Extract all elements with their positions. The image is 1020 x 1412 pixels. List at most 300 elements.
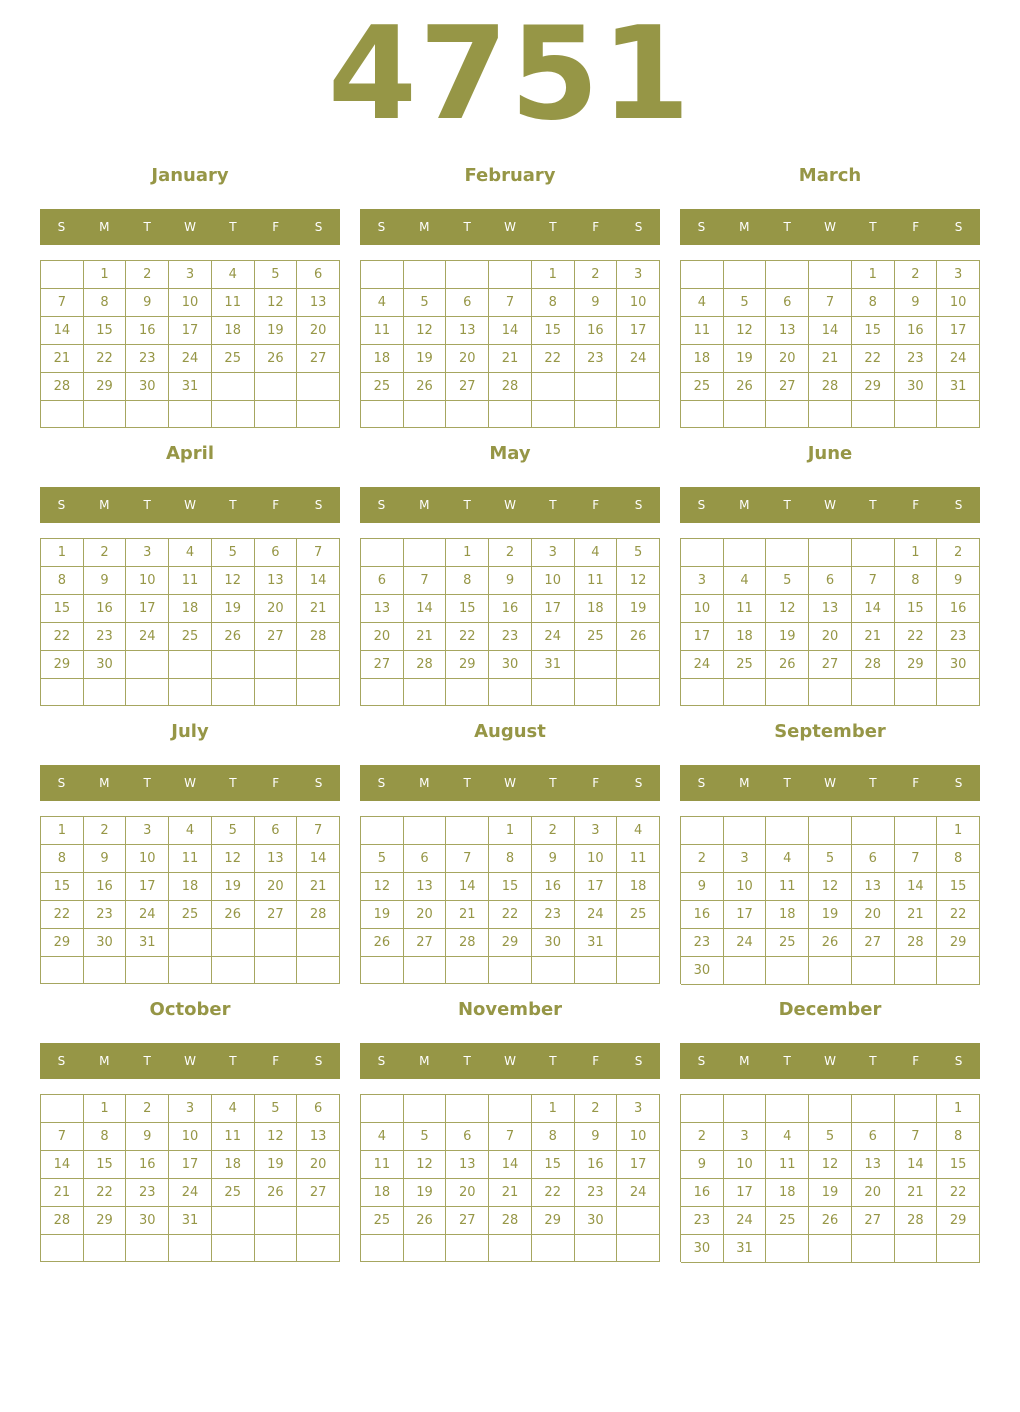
day-cell[interactable]: 10 [575, 845, 618, 873]
day-cell[interactable]: 14 [297, 567, 340, 595]
day-cell[interactable]: 25 [681, 373, 724, 401]
day-cell[interactable]: 2 [84, 817, 127, 845]
day-cell[interactable]: 13 [446, 317, 489, 345]
day-cell[interactable]: 22 [895, 623, 938, 651]
day-cell[interactable]: 2 [895, 261, 938, 289]
day-cell[interactable]: 18 [681, 345, 724, 373]
day-cell[interactable]: 20 [297, 1151, 340, 1179]
day-cell[interactable]: 30 [681, 1235, 724, 1263]
day-cell[interactable]: 2 [126, 261, 169, 289]
day-cell[interactable]: 5 [255, 1095, 298, 1123]
day-cell[interactable]: 5 [212, 817, 255, 845]
day-cell[interactable]: 19 [724, 345, 767, 373]
day-cell[interactable]: 9 [895, 289, 938, 317]
day-cell[interactable]: 7 [489, 1123, 532, 1151]
day-cell[interactable]: 3 [169, 1095, 212, 1123]
day-cell[interactable]: 11 [169, 845, 212, 873]
day-cell[interactable]: 6 [297, 1095, 340, 1123]
day-cell[interactable]: 28 [489, 1207, 532, 1235]
day-cell[interactable]: 27 [446, 1207, 489, 1235]
day-cell[interactable]: 5 [361, 845, 404, 873]
day-cell[interactable]: 19 [255, 1151, 298, 1179]
day-cell[interactable]: 30 [126, 1207, 169, 1235]
day-cell[interactable]: 17 [937, 317, 980, 345]
day-cell[interactable]: 20 [446, 1179, 489, 1207]
day-cell[interactable]: 10 [681, 595, 724, 623]
day-cell[interactable]: 7 [41, 289, 84, 317]
day-cell[interactable]: 21 [489, 1179, 532, 1207]
day-cell[interactable]: 15 [446, 595, 489, 623]
day-cell[interactable]: 19 [212, 595, 255, 623]
day-cell[interactable]: 27 [852, 929, 895, 957]
day-cell[interactable]: 18 [766, 901, 809, 929]
day-cell[interactable]: 2 [84, 539, 127, 567]
day-cell[interactable]: 15 [41, 595, 84, 623]
day-cell[interactable]: 27 [255, 901, 298, 929]
day-cell[interactable]: 12 [809, 873, 852, 901]
day-cell[interactable]: 14 [404, 595, 447, 623]
day-cell[interactable]: 23 [895, 345, 938, 373]
day-cell[interactable]: 13 [361, 595, 404, 623]
day-cell[interactable]: 25 [617, 901, 660, 929]
day-cell[interactable]: 14 [809, 317, 852, 345]
day-cell[interactable]: 24 [532, 623, 575, 651]
day-cell[interactable]: 4 [361, 289, 404, 317]
day-cell[interactable]: 12 [212, 567, 255, 595]
day-cell[interactable]: 3 [617, 261, 660, 289]
day-cell[interactable]: 7 [895, 1123, 938, 1151]
day-cell[interactable]: 2 [681, 1123, 724, 1151]
day-cell[interactable]: 15 [84, 317, 127, 345]
day-cell[interactable]: 10 [532, 567, 575, 595]
day-cell[interactable]: 24 [724, 1207, 767, 1235]
day-cell[interactable]: 17 [126, 595, 169, 623]
day-cell[interactable]: 28 [809, 373, 852, 401]
day-cell[interactable]: 12 [255, 1123, 298, 1151]
day-cell[interactable]: 21 [809, 345, 852, 373]
day-cell[interactable]: 9 [126, 1123, 169, 1151]
day-cell[interactable]: 13 [446, 1151, 489, 1179]
day-cell[interactable]: 24 [169, 1179, 212, 1207]
day-cell[interactable]: 31 [126, 929, 169, 957]
day-cell[interactable]: 25 [361, 1207, 404, 1235]
day-cell[interactable]: 23 [126, 1179, 169, 1207]
day-cell[interactable]: 3 [169, 261, 212, 289]
day-cell[interactable]: 13 [297, 1123, 340, 1151]
day-cell[interactable]: 24 [617, 345, 660, 373]
day-cell[interactable]: 16 [937, 595, 980, 623]
day-cell[interactable]: 25 [169, 901, 212, 929]
day-cell[interactable]: 30 [575, 1207, 618, 1235]
day-cell[interactable]: 15 [489, 873, 532, 901]
day-cell[interactable]: 14 [489, 317, 532, 345]
day-cell[interactable]: 9 [575, 1123, 618, 1151]
day-cell[interactable]: 13 [404, 873, 447, 901]
day-cell[interactable]: 4 [766, 1123, 809, 1151]
day-cell[interactable]: 19 [809, 901, 852, 929]
day-cell[interactable]: 29 [532, 1207, 575, 1235]
day-cell[interactable]: 15 [937, 873, 980, 901]
day-cell[interactable]: 20 [255, 873, 298, 901]
day-cell[interactable]: 29 [937, 929, 980, 957]
day-cell[interactable]: 9 [126, 289, 169, 317]
day-cell[interactable]: 9 [681, 873, 724, 901]
day-cell[interactable]: 17 [724, 901, 767, 929]
day-cell[interactable]: 28 [297, 623, 340, 651]
day-cell[interactable]: 24 [617, 1179, 660, 1207]
day-cell[interactable]: 5 [617, 539, 660, 567]
day-cell[interactable]: 26 [404, 1207, 447, 1235]
day-cell[interactable]: 27 [404, 929, 447, 957]
day-cell[interactable]: 11 [212, 1123, 255, 1151]
day-cell[interactable]: 20 [297, 317, 340, 345]
day-cell[interactable]: 23 [681, 929, 724, 957]
day-cell[interactable]: 10 [169, 1123, 212, 1151]
day-cell[interactable]: 9 [575, 289, 618, 317]
day-cell[interactable]: 27 [297, 345, 340, 373]
day-cell[interactable]: 17 [169, 317, 212, 345]
day-cell[interactable]: 21 [489, 345, 532, 373]
day-cell[interactable]: 26 [255, 1179, 298, 1207]
day-cell[interactable]: 30 [126, 373, 169, 401]
day-cell[interactable]: 2 [532, 817, 575, 845]
day-cell[interactable]: 29 [84, 373, 127, 401]
day-cell[interactable]: 14 [852, 595, 895, 623]
day-cell[interactable]: 17 [724, 1179, 767, 1207]
day-cell[interactable]: 23 [489, 623, 532, 651]
day-cell[interactable]: 8 [41, 845, 84, 873]
day-cell[interactable]: 16 [681, 901, 724, 929]
day-cell[interactable]: 1 [937, 1095, 980, 1123]
day-cell[interactable]: 6 [255, 539, 298, 567]
day-cell[interactable]: 25 [212, 1179, 255, 1207]
day-cell[interactable]: 4 [361, 1123, 404, 1151]
day-cell[interactable]: 10 [126, 845, 169, 873]
day-cell[interactable]: 11 [681, 317, 724, 345]
day-cell[interactable]: 15 [937, 1151, 980, 1179]
day-cell[interactable]: 8 [41, 567, 84, 595]
day-cell[interactable]: 8 [446, 567, 489, 595]
day-cell[interactable]: 23 [84, 901, 127, 929]
day-cell[interactable]: 22 [532, 345, 575, 373]
day-cell[interactable]: 16 [681, 1179, 724, 1207]
day-cell[interactable]: 1 [489, 817, 532, 845]
day-cell[interactable]: 18 [169, 873, 212, 901]
day-cell[interactable]: 30 [489, 651, 532, 679]
day-cell[interactable]: 16 [489, 595, 532, 623]
day-cell[interactable]: 28 [297, 901, 340, 929]
day-cell[interactable]: 24 [126, 623, 169, 651]
day-cell[interactable]: 18 [169, 595, 212, 623]
day-cell[interactable]: 22 [489, 901, 532, 929]
day-cell[interactable]: 22 [937, 901, 980, 929]
day-cell[interactable]: 13 [809, 595, 852, 623]
day-cell[interactable]: 8 [84, 1123, 127, 1151]
day-cell[interactable]: 26 [361, 929, 404, 957]
day-cell[interactable]: 9 [532, 845, 575, 873]
day-cell[interactable]: 27 [255, 623, 298, 651]
day-cell[interactable]: 14 [41, 317, 84, 345]
day-cell[interactable]: 26 [617, 623, 660, 651]
day-cell[interactable]: 5 [404, 1123, 447, 1151]
day-cell[interactable]: 16 [575, 317, 618, 345]
day-cell[interactable]: 16 [532, 873, 575, 901]
day-cell[interactable]: 7 [895, 845, 938, 873]
day-cell[interactable]: 11 [361, 317, 404, 345]
day-cell[interactable]: 20 [852, 1179, 895, 1207]
day-cell[interactable]: 10 [724, 873, 767, 901]
day-cell[interactable]: 21 [895, 901, 938, 929]
day-cell[interactable]: 5 [809, 845, 852, 873]
day-cell[interactable]: 7 [41, 1123, 84, 1151]
day-cell[interactable]: 29 [446, 651, 489, 679]
day-cell[interactable]: 11 [169, 567, 212, 595]
day-cell[interactable]: 20 [255, 595, 298, 623]
day-cell[interactable]: 4 [724, 567, 767, 595]
day-cell[interactable]: 3 [532, 539, 575, 567]
day-cell[interactable]: 11 [617, 845, 660, 873]
day-cell[interactable]: 12 [617, 567, 660, 595]
day-cell[interactable]: 2 [575, 261, 618, 289]
day-cell[interactable]: 24 [681, 651, 724, 679]
day-cell[interactable]: 8 [532, 289, 575, 317]
day-cell[interactable]: 15 [532, 317, 575, 345]
day-cell[interactable]: 26 [255, 345, 298, 373]
day-cell[interactable]: 30 [84, 929, 127, 957]
day-cell[interactable]: 28 [446, 929, 489, 957]
day-cell[interactable]: 21 [41, 1179, 84, 1207]
day-cell[interactable]: 8 [852, 289, 895, 317]
day-cell[interactable]: 29 [489, 929, 532, 957]
day-cell[interactable]: 23 [126, 345, 169, 373]
day-cell[interactable]: 3 [617, 1095, 660, 1123]
day-cell[interactable]: 21 [404, 623, 447, 651]
day-cell[interactable]: 27 [361, 651, 404, 679]
day-cell[interactable]: 3 [724, 845, 767, 873]
day-cell[interactable]: 26 [766, 651, 809, 679]
day-cell[interactable]: 25 [361, 373, 404, 401]
day-cell[interactable]: 12 [255, 289, 298, 317]
day-cell[interactable]: 11 [766, 1151, 809, 1179]
day-cell[interactable]: 5 [404, 289, 447, 317]
day-cell[interactable]: 7 [297, 539, 340, 567]
day-cell[interactable]: 19 [212, 873, 255, 901]
day-cell[interactable]: 28 [852, 651, 895, 679]
day-cell[interactable]: 22 [446, 623, 489, 651]
day-cell[interactable]: 30 [937, 651, 980, 679]
day-cell[interactable]: 28 [41, 1207, 84, 1235]
day-cell[interactable]: 4 [575, 539, 618, 567]
day-cell[interactable]: 18 [766, 1179, 809, 1207]
day-cell[interactable]: 25 [766, 1207, 809, 1235]
day-cell[interactable]: 14 [297, 845, 340, 873]
day-cell[interactable]: 3 [575, 817, 618, 845]
day-cell[interactable]: 2 [937, 539, 980, 567]
day-cell[interactable]: 6 [766, 289, 809, 317]
day-cell[interactable]: 10 [937, 289, 980, 317]
day-cell[interactable]: 3 [937, 261, 980, 289]
day-cell[interactable]: 31 [169, 373, 212, 401]
day-cell[interactable]: 30 [895, 373, 938, 401]
day-cell[interactable]: 19 [766, 623, 809, 651]
day-cell[interactable]: 21 [41, 345, 84, 373]
day-cell[interactable]: 12 [766, 595, 809, 623]
day-cell[interactable]: 13 [766, 317, 809, 345]
day-cell[interactable]: 6 [852, 1123, 895, 1151]
day-cell[interactable]: 22 [84, 345, 127, 373]
day-cell[interactable]: 2 [681, 845, 724, 873]
day-cell[interactable]: 9 [84, 567, 127, 595]
day-cell[interactable]: 31 [575, 929, 618, 957]
day-cell[interactable]: 28 [895, 1207, 938, 1235]
day-cell[interactable]: 17 [681, 623, 724, 651]
day-cell[interactable]: 25 [724, 651, 767, 679]
day-cell[interactable]: 1 [532, 261, 575, 289]
day-cell[interactable]: 24 [169, 345, 212, 373]
day-cell[interactable]: 4 [766, 845, 809, 873]
day-cell[interactable]: 27 [809, 651, 852, 679]
day-cell[interactable]: 17 [617, 317, 660, 345]
day-cell[interactable]: 11 [212, 289, 255, 317]
day-cell[interactable]: 29 [41, 929, 84, 957]
day-cell[interactable]: 30 [532, 929, 575, 957]
day-cell[interactable]: 13 [255, 845, 298, 873]
day-cell[interactable]: 6 [809, 567, 852, 595]
day-cell[interactable]: 17 [617, 1151, 660, 1179]
day-cell[interactable]: 26 [724, 373, 767, 401]
day-cell[interactable]: 5 [255, 261, 298, 289]
day-cell[interactable]: 8 [895, 567, 938, 595]
day-cell[interactable]: 17 [169, 1151, 212, 1179]
day-cell[interactable]: 4 [212, 1095, 255, 1123]
day-cell[interactable]: 17 [575, 873, 618, 901]
day-cell[interactable]: 22 [852, 345, 895, 373]
day-cell[interactable]: 25 [575, 623, 618, 651]
day-cell[interactable]: 2 [489, 539, 532, 567]
day-cell[interactable]: 2 [126, 1095, 169, 1123]
day-cell[interactable]: 12 [212, 845, 255, 873]
day-cell[interactable]: 9 [84, 845, 127, 873]
day-cell[interactable]: 12 [404, 1151, 447, 1179]
day-cell[interactable]: 22 [937, 1179, 980, 1207]
day-cell[interactable]: 18 [361, 345, 404, 373]
day-cell[interactable]: 22 [532, 1179, 575, 1207]
day-cell[interactable]: 8 [84, 289, 127, 317]
day-cell[interactable]: 8 [937, 845, 980, 873]
day-cell[interactable]: 24 [126, 901, 169, 929]
day-cell[interactable]: 27 [766, 373, 809, 401]
day-cell[interactable]: 16 [126, 317, 169, 345]
day-cell[interactable]: 31 [724, 1235, 767, 1263]
day-cell[interactable]: 12 [404, 317, 447, 345]
day-cell[interactable]: 20 [404, 901, 447, 929]
day-cell[interactable]: 7 [489, 289, 532, 317]
day-cell[interactable]: 15 [41, 873, 84, 901]
day-cell[interactable]: 28 [895, 929, 938, 957]
day-cell[interactable]: 4 [212, 261, 255, 289]
day-cell[interactable]: 9 [937, 567, 980, 595]
day-cell[interactable]: 6 [446, 289, 489, 317]
day-cell[interactable]: 7 [852, 567, 895, 595]
day-cell[interactable]: 16 [84, 873, 127, 901]
day-cell[interactable]: 16 [575, 1151, 618, 1179]
day-cell[interactable]: 6 [852, 845, 895, 873]
day-cell[interactable]: 27 [446, 373, 489, 401]
day-cell[interactable]: 13 [852, 1151, 895, 1179]
day-cell[interactable]: 1 [41, 817, 84, 845]
day-cell[interactable]: 26 [404, 373, 447, 401]
day-cell[interactable]: 25 [212, 345, 255, 373]
day-cell[interactable]: 31 [532, 651, 575, 679]
day-cell[interactable]: 15 [84, 1151, 127, 1179]
day-cell[interactable]: 8 [532, 1123, 575, 1151]
day-cell[interactable]: 24 [724, 929, 767, 957]
day-cell[interactable]: 29 [937, 1207, 980, 1235]
day-cell[interactable]: 20 [809, 623, 852, 651]
day-cell[interactable]: 17 [126, 873, 169, 901]
day-cell[interactable]: 1 [41, 539, 84, 567]
day-cell[interactable]: 1 [446, 539, 489, 567]
day-cell[interactable]: 19 [404, 345, 447, 373]
day-cell[interactable]: 13 [852, 873, 895, 901]
day-cell[interactable]: 10 [126, 567, 169, 595]
day-cell[interactable]: 6 [446, 1123, 489, 1151]
day-cell[interactable]: 22 [84, 1179, 127, 1207]
day-cell[interactable]: 10 [169, 289, 212, 317]
day-cell[interactable]: 22 [41, 623, 84, 651]
day-cell[interactable]: 3 [126, 817, 169, 845]
day-cell[interactable]: 1 [84, 261, 127, 289]
day-cell[interactable]: 23 [681, 1207, 724, 1235]
day-cell[interactable]: 10 [617, 289, 660, 317]
day-cell[interactable]: 21 [446, 901, 489, 929]
day-cell[interactable]: 12 [724, 317, 767, 345]
day-cell[interactable]: 20 [852, 901, 895, 929]
day-cell[interactable]: 6 [297, 261, 340, 289]
day-cell[interactable]: 7 [446, 845, 489, 873]
day-cell[interactable]: 30 [84, 651, 127, 679]
day-cell[interactable]: 18 [617, 873, 660, 901]
day-cell[interactable]: 7 [297, 817, 340, 845]
day-cell[interactable]: 21 [297, 595, 340, 623]
day-cell[interactable]: 25 [169, 623, 212, 651]
day-cell[interactable]: 16 [126, 1151, 169, 1179]
day-cell[interactable]: 26 [212, 901, 255, 929]
day-cell[interactable]: 12 [361, 873, 404, 901]
day-cell[interactable]: 20 [361, 623, 404, 651]
day-cell[interactable]: 1 [852, 261, 895, 289]
day-cell[interactable]: 8 [937, 1123, 980, 1151]
day-cell[interactable]: 4 [169, 817, 212, 845]
day-cell[interactable]: 11 [575, 567, 618, 595]
day-cell[interactable]: 26 [212, 623, 255, 651]
day-cell[interactable]: 1 [532, 1095, 575, 1123]
day-cell[interactable]: 23 [937, 623, 980, 651]
day-cell[interactable]: 26 [809, 1207, 852, 1235]
day-cell[interactable]: 28 [489, 373, 532, 401]
day-cell[interactable]: 1 [84, 1095, 127, 1123]
day-cell[interactable]: 4 [681, 289, 724, 317]
day-cell[interactable]: 15 [532, 1151, 575, 1179]
day-cell[interactable]: 23 [575, 1179, 618, 1207]
day-cell[interactable]: 5 [724, 289, 767, 317]
day-cell[interactable]: 20 [766, 345, 809, 373]
day-cell[interactable]: 18 [724, 623, 767, 651]
day-cell[interactable]: 28 [404, 651, 447, 679]
day-cell[interactable]: 21 [895, 1179, 938, 1207]
day-cell[interactable]: 15 [895, 595, 938, 623]
day-cell[interactable]: 23 [575, 345, 618, 373]
